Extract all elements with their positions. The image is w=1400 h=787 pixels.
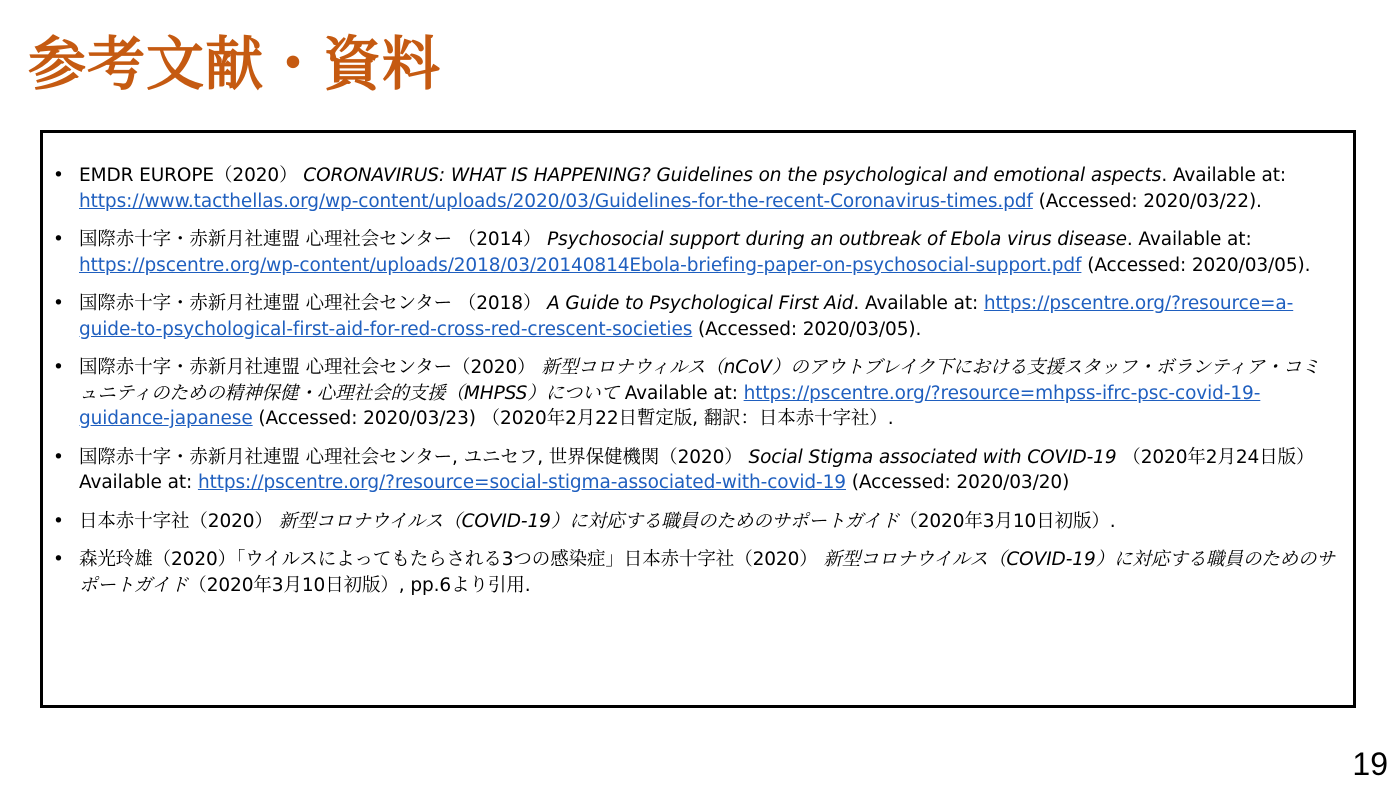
reference-item	[43, 291, 1335, 342]
reference-author: 国際赤十字・赤新月社連盟 心理社会センター（2020）	[79, 357, 542, 378]
reference-link[interactable]: https://pscentre.org/wp-content/uploads/2018/03/20140814Ebola-briefing-paper-on-psychosocial-support.pdf	[79, 254, 1082, 276]
bullet-icon: •	[53, 229, 64, 250]
reference-author: 日本赤十字社（2020）	[79, 510, 279, 532]
reference-title: A Guide to Psychological First Aid	[547, 293, 854, 314]
reference-title: Psychosocial support during an outbreak of Ebola virus disease	[547, 229, 1127, 250]
page-number: 19	[1352, 746, 1388, 782]
reference-edition: （2020年3月10日初版）.	[899, 510, 1116, 532]
reference-list	[43, 133, 1353, 598]
reference-link[interactable]: https://www.tacthellas.org/wp-content/uploads/2020/03/Guidelines-for-the-recent-Coronavirus-times.pdf	[79, 190, 1033, 212]
reference-accessed: (Accessed: 2020/03/23) （2020年2月22日暫定版, 翻訳：日本赤十字社）.	[252, 408, 894, 429]
reference-title: 新型コロナウイルス（COVID-19）に対応する職員のためのサポートガイド	[79, 549, 1335, 596]
bullet-icon: •	[53, 446, 64, 468]
bullet-icon: •	[53, 549, 64, 570]
reference-availability: . Available at:	[1161, 165, 1287, 186]
reference-title: 新型コロナウィルス（nCoV）のアウトブレイク下における支援スタッフ・ボランティア・コミュニティのための精神保健・心理社会的支援（MHPSS）について	[79, 357, 1320, 404]
slide-title: 参考文献・資料	[28, 30, 442, 98]
reference-link[interactable]: https://pscentre.org/?resource=mhpss-ifrc-psc-covid-19-guidance-japanese	[79, 382, 1261, 429]
reference-availability: . Available at:	[1126, 229, 1252, 250]
reference-author: EMDR EUROPE（2020）	[79, 165, 304, 186]
reference-item	[43, 547, 1335, 598]
reference-title: 新型コロナウイルス（COVID-19）に対応する職員のためのサポートガイド	[278, 510, 900, 532]
reference-item	[43, 163, 1335, 214]
reference-edition: （2020年3月10日初版）, pp.6より引用.	[188, 574, 531, 596]
reference-item	[43, 445, 1335, 496]
reference-link[interactable]: https://pscentre.org/?resource=social-stigma-associated-with-covid-19	[197, 472, 846, 493]
reference-author: 国際赤十字・赤新月社連盟 心理社会センター （2018）	[79, 293, 548, 314]
bullet-icon: •	[53, 165, 64, 186]
reference-author: 森光玲雄（2020）「ウイルスによってもたらされる3つの感染症」日本赤十字社（2020）	[79, 549, 824, 570]
reference-accessed: (Accessed: 2020/03/22).	[1032, 190, 1262, 212]
reference-accessed: (Accessed: 2020/03/05).	[692, 318, 922, 340]
reference-item	[43, 227, 1335, 278]
reference-availability: . Available at:	[853, 293, 984, 314]
reference-item	[43, 355, 1335, 432]
bullet-icon: •	[53, 510, 64, 532]
reference-availability: Available at:	[618, 382, 744, 404]
bullet-icon: •	[53, 293, 64, 314]
reference-title: Social Stigma associated with COVID-19	[748, 446, 1117, 468]
reference-author: 国際赤十字・赤新月社連盟 心理社会センター, ユニセフ, 世界保健機関（2020）	[79, 446, 749, 468]
reference-link[interactable]: https://pscentre.org/?resource=a-guide-to-psychological-first-aid-for-red-cross-red-crescent-societies	[79, 293, 1294, 340]
reference-item	[43, 509, 1335, 535]
bullet-icon: •	[53, 357, 64, 378]
reference-accessed: (Accessed: 2020/03/20)	[845, 472, 1070, 493]
reference-title: CORONAVIRUS: WHAT IS HAPPENING? Guidelines on the psychological and emotional aspects	[303, 165, 1162, 186]
reference-author: 国際赤十字・赤新月社連盟 心理社会センター （2014）	[79, 229, 548, 250]
references-box	[40, 130, 1356, 708]
reference-availability: （2020年2月24日版） Available at:	[79, 446, 1315, 493]
reference-accessed: (Accessed: 2020/03/05).	[1081, 254, 1311, 276]
